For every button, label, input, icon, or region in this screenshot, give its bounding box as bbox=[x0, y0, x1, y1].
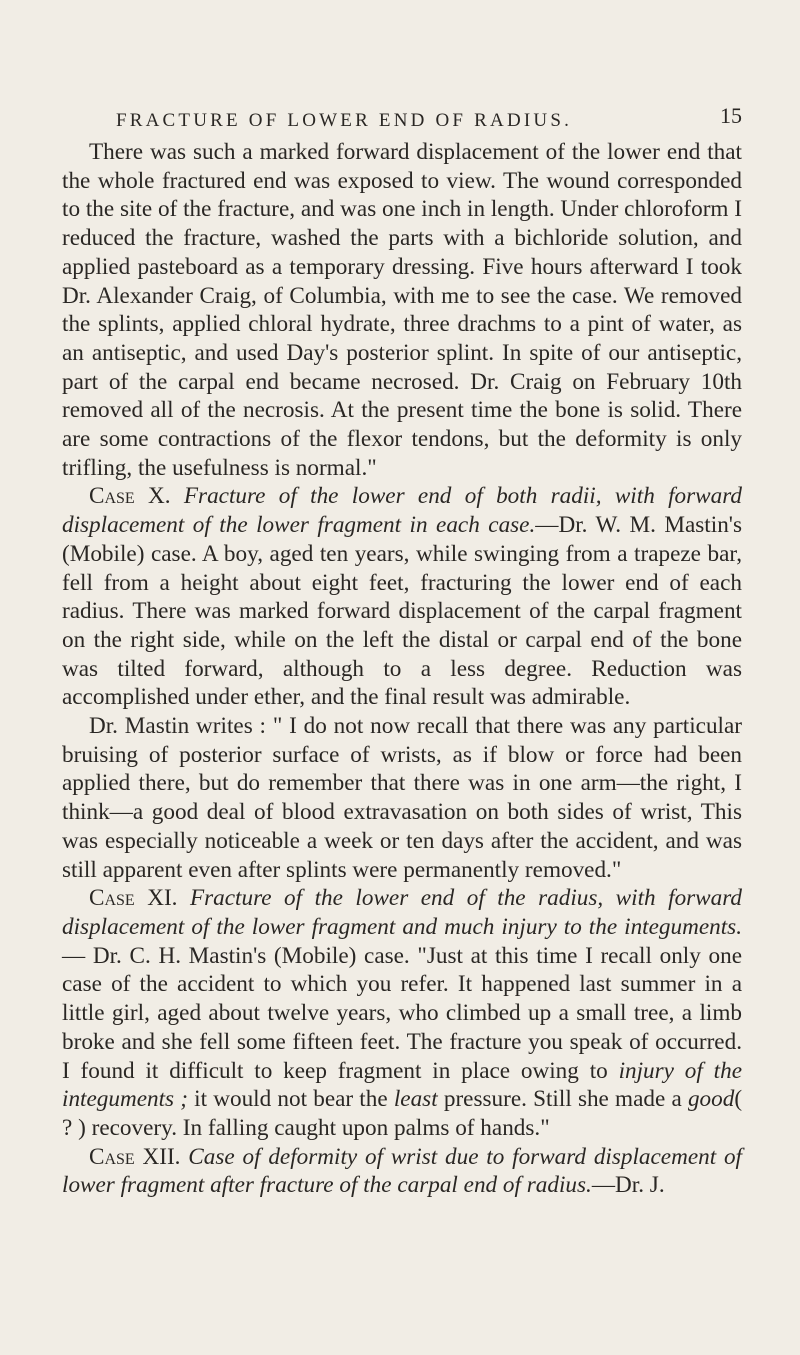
book-page bbox=[62, 94, 742, 1200]
paragraph-case-xi bbox=[62, 884, 742, 1142]
running-head bbox=[62, 94, 742, 138]
case-x-title: Fracture of the lower end of both radii, with forward displacement of the lower fragment in each case. bbox=[62, 483, 742, 539]
case-xii-text: —Dr. J. bbox=[591, 1172, 665, 1199]
case-x-label: Case X. bbox=[89, 483, 171, 510]
body-text bbox=[62, 138, 742, 1200]
paragraph-case-ix-continuation: There was such a marked forward displacement of the lower end that the whole fractured end was exposed to view. The wound corresponded to the site of the fracture, and was one inch in length. Under chloroform I reduced the fracture, washed the parts with a bichloride solution, and applied pasteboard as a temporary dressing. Five hours afterward I took Dr. Alexander Craig, of Columbia, with me to see the case. We removed the splints, applied chloral hydrate, three drachms to a pint of water, as an antiseptic, and used Day's posterior splint. In spite of our antiseptic, part of the carpal end became necrosed. Dr. Craig on February 10th removed all of the necrosis. At the present time the bone is solid. There are some contractions of the flexor tendons, but the deformity is only trifling, the usefulness is normal." bbox=[62, 139, 742, 481]
case-xi-text-1: — Dr. C. H. Mastin's (Mobile) case. "Just at this time I recall only one case of the accident to which you refer. It happened last summer in a little girl, aged about twelve years, who climbed up a small tree, a limb broke and she fell some fifteen feet. The fracture you speak of occurred. I found it difficult to keep fragment in place owing to bbox=[62, 942, 742, 1084]
case-xi-text-4: ( ? ) recovery. In falling caught upon palms of hands." bbox=[62, 1086, 743, 1141]
paragraph-case-xii bbox=[62, 1143, 742, 1200]
paragraph-mastin-letter: Dr. Mastin writes : " I do not now recall that there was any particular bruising of posterior surface of wrists, as if blow or force had been applied there, but do remember that there was in one arm—the right, I think—a good deal of blood extravasation on both sides of wrist, This was especially noticeable a week or ten days after the accident, and was still apparent even after splints were permanently removed." bbox=[62, 713, 742, 883]
case-xi-label: Case XI. bbox=[89, 885, 178, 912]
case-xi-title: Fracture of the lower end of the radius, with forward displacement of the lower fragment and much injury to the integuments. bbox=[62, 885, 742, 940]
page-number: 15 bbox=[720, 103, 742, 128]
case-xi-italic-good: good bbox=[687, 1086, 735, 1113]
case-xi-text-2: it would not bear the bbox=[194, 1086, 388, 1113]
running-title: FRACTURE OF LOWER END OF RADIUS. bbox=[116, 110, 573, 131]
paragraph-case-x bbox=[62, 482, 742, 712]
case-xi-italic-injury: injury of the integuments ; bbox=[62, 1057, 742, 1113]
case-x-text: —Dr. W. M. Mastin's (Mobile) case. A boy, aged ten years, while swinging from a trapeze bar, fell from a height about eight feet, fracturing the lower end of each radius. There was marked forward displacement of the carpal fragment on the right side, while on the left the distal or carpal end of the bone was tilted forward, although to a less degree. Reduction was accomplished under ether, and the final result was admirable. bbox=[62, 512, 742, 711]
case-xi-text-3: pressure. Still she made a bbox=[443, 1086, 682, 1113]
case-xii-label: Case XII. bbox=[89, 1143, 181, 1170]
case-xii-title: Case of deformity of wrist due to forward displacement of lower fragment after fracture of the carpal end of radius. bbox=[62, 1143, 743, 1199]
case-xi-italic-least: least bbox=[393, 1086, 438, 1113]
